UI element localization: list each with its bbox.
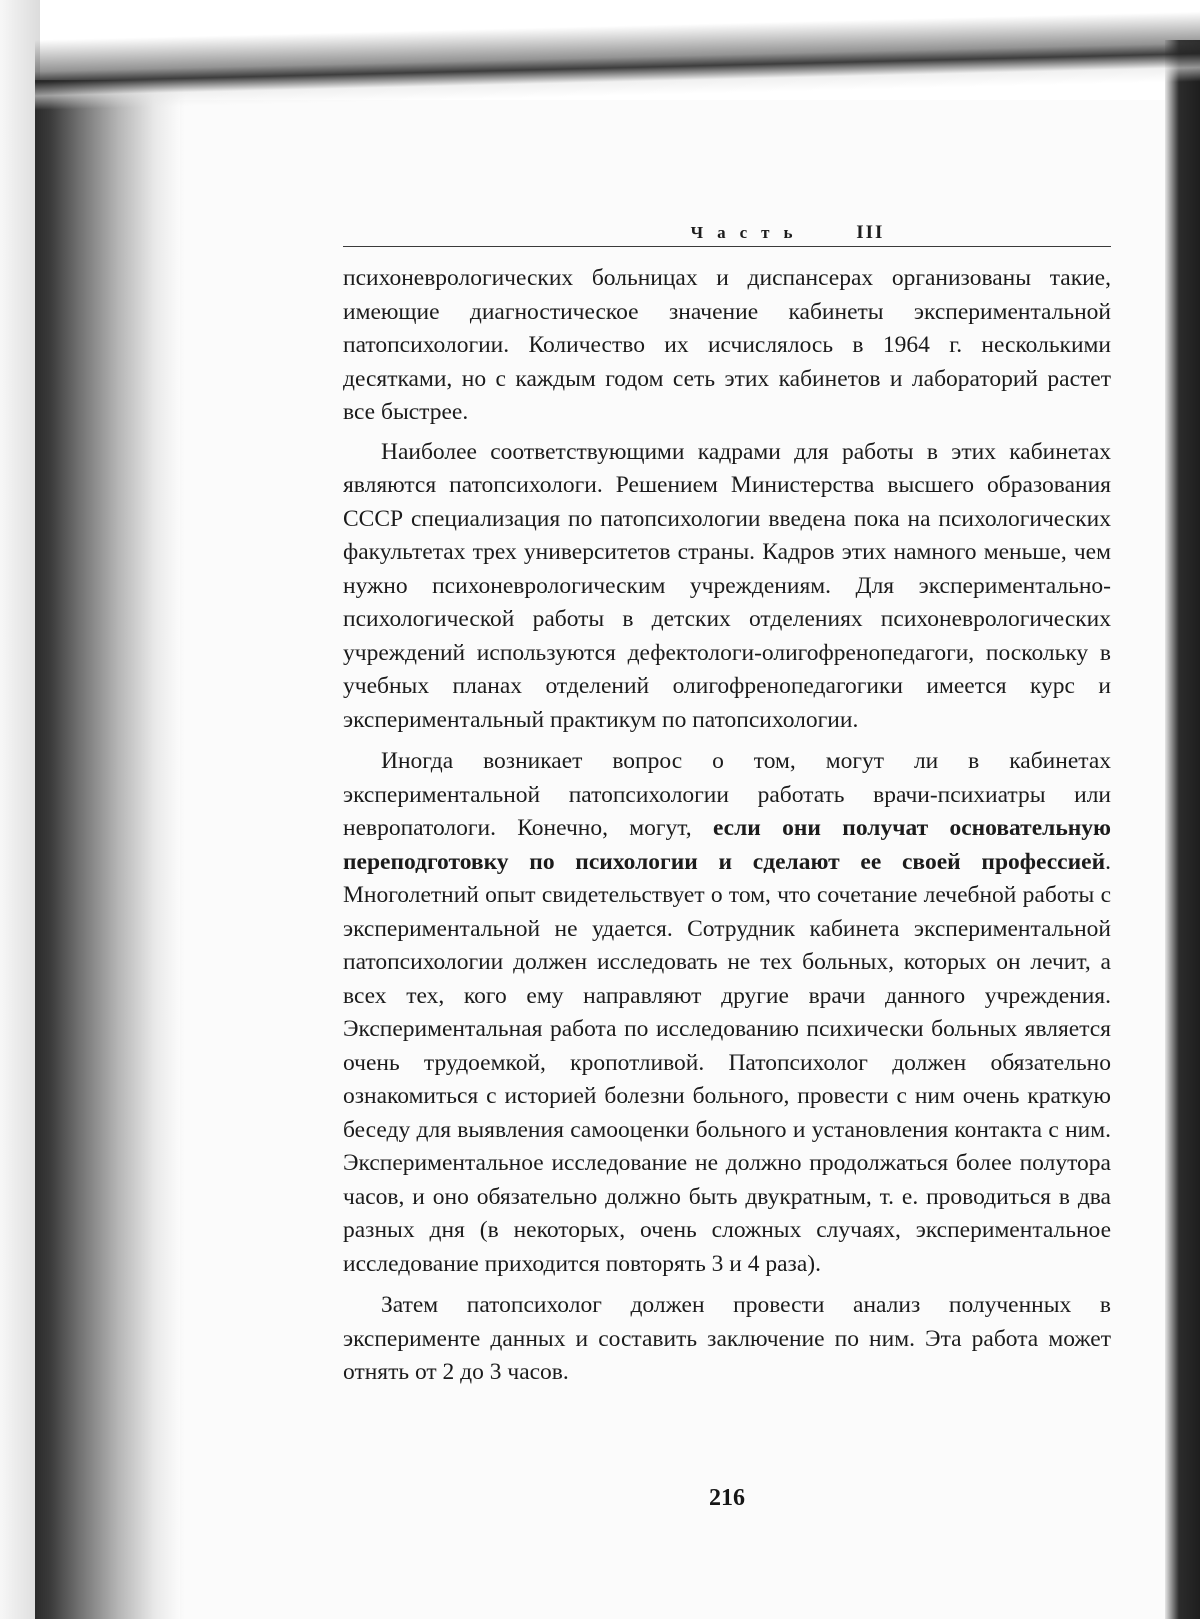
page-number: 216 xyxy=(343,1485,1111,1512)
paragraph-3-bold-emphasis: если они получат основательную переподготовку по психологии и сделают ее своей профессией xyxy=(343,815,1111,875)
book-spine-shadow xyxy=(35,80,185,1619)
page-body xyxy=(343,262,1111,1398)
header-rule xyxy=(343,246,1111,247)
running-head xyxy=(345,222,1110,238)
paragraph-1: психоневрологических больницах и диспансерах организованы такие, имеющие диагностическое значение кабинеты экспериментальной патопсихологии. Количество их исчислялось в 1964 г. несколькими десятками, но с каждым годом сеть этих кабинетов и лабораторий растет все быстрее. xyxy=(343,262,1111,430)
paragraph-3-end: . Многолетний опыт свидетельствует о том, что сочетание лечебной работы с экспериментальной не удается. Сотрудник кабинета экспериментальной патопсихологии должен исследовать не тех больных, которых он лечит, а всех тех, кого ему направляют другие врачи данного учреждения. Экспериментальная работа по исследованию психически больных является очень трудоемкой, кропотливой. Патопсихолог должен обязательно ознакомиться с историей болезни больного, провести с ним очень краткую беседу для выявления самооценки больного и установления контакта с ним. Экспериментальное исследование не должно продолжаться более полутора часов, и оно обязательно должно быть двукратным, т. е. проводиться в два разных дня (в некоторых, очень сложных случаях, экспериментальное исследование приходится повторять 3 и 4 раза). xyxy=(343,849,1111,1277)
running-head-part-number: III xyxy=(856,222,884,243)
paragraph-4: Затем патопсихолог должен провести анализ полученных в эксперименте данных и составить заключение по ним. Эта работа может отнять от 2 до 3 часов. xyxy=(343,1289,1111,1390)
paragraph-3-start: Иногда возникает вопрос о том, могут ли в кабинетах экспериментальной патопсихологии работать врачи-психиатры или невропатологи. Конечно, могут, xyxy=(343,748,1111,841)
paragraph-3 xyxy=(343,745,1111,1281)
book-top-shadow xyxy=(35,12,1200,110)
running-head-part-label: Часть xyxy=(691,223,807,242)
scan-left-margin xyxy=(0,0,40,1619)
paragraph-2: Наиболее соответствующими кадрами для работы в этих кабинетах являются патопсихологи. Решением Министерства высшего образования СССР специализация по патопсихологии введена пока на психологических факультетах трех университетов страны. Кадров этих намного меньше, чем нужно психоневрологическим учреждениям. Для экспериментально-психологической работы в детских отделениях психоневрологических учреждений используются дефектологи-олигофренопедагоги, поскольку в учебных планах отделений олигофренопедагогики имеется курс и экспериментальный практикум по патопсихологии. xyxy=(343,436,1111,738)
scan-right-edge xyxy=(1165,40,1200,1619)
